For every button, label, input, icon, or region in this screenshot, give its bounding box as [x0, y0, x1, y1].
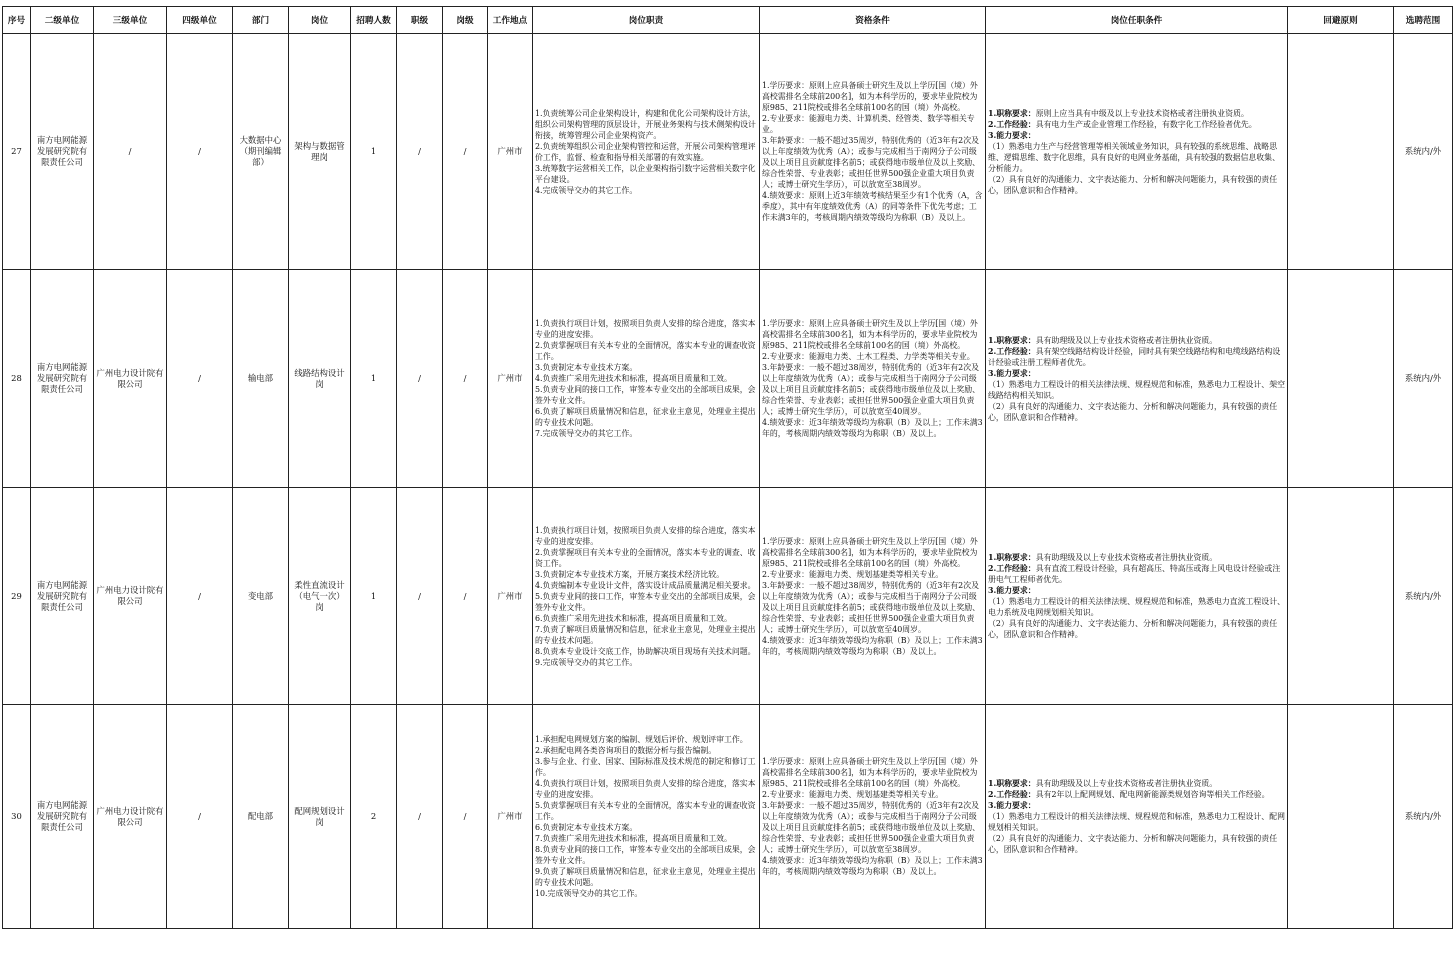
- duty-line: 3.负责制定本专业技术方案，开展方案技术经济比较。: [535, 569, 725, 579]
- condition-line: [988, 401, 1285, 423]
- duty-line: 6.负责推广采用先进技术和标准，提高项目质量和工效。: [535, 613, 732, 623]
- cell-rank: /: [397, 488, 443, 705]
- cell-avoidance: [1288, 270, 1394, 488]
- qual-line: 4.绩效要求：近3年绩效等级均为称职（B）及以上；工作未满3年的，考核周期内绩效等级均为称职（B）及以上。: [762, 418, 983, 438]
- condition-line: [988, 130, 1285, 141]
- cell-duties: [533, 34, 760, 270]
- duty-line: 1.负责统筹公司企业架构设计，构建和优化公司架构设计方法，组织公司架构管理的顶层设计，开展业务架构与技术侧架构设计衔接，统筹管理公司企业架构资产。: [535, 108, 756, 140]
- recruitment-table: [2, 6, 1453, 929]
- cell-dept: 变电部: [233, 488, 289, 705]
- cell-conditions: [986, 705, 1288, 929]
- cell-quals: [760, 34, 986, 270]
- condition-line: [988, 552, 1285, 563]
- header-row: [3, 7, 1453, 34]
- cell-unit3: 广州电力设计院有限公司: [94, 488, 167, 705]
- condition-line: [988, 379, 1285, 401]
- condition-line: [988, 618, 1285, 640]
- condition-line: [988, 563, 1285, 585]
- cell-grade: /: [443, 34, 488, 270]
- condition-text: （2）具有良好的沟通能力、文字表达能力、分析和解决问题能力，具有较强的责任心，团队意识和合作精神。: [988, 834, 1278, 854]
- cell-unit4: /: [167, 488, 233, 705]
- qual-line: 4.绩效要求：近3年绩效等级均为称职（B）及以上；工作未满3年的，考核周期内绩效等级均为称职（B）及以上。: [762, 635, 983, 656]
- condition-text: （1）熟悉电力工程设计的相关法律法规、规程规范和标准，熟悉电力工程设计、配网规划相关知识。: [988, 812, 1285, 832]
- cell-duties: [533, 270, 760, 488]
- cell-avoidance: [1288, 488, 1394, 705]
- qual-line: 3.年龄要求：一般不超过38周岁，特别优秀的（近3年有2次及以上年度绩效为优秀（A）；或参与完成相当于南网分子公司级及以上项目且贡献度排名前5；或获得地市级单位及以上奖励、综合性荣誉、专业表彰；或担任世界500强企业重大项目负责人；或博士研究生学历），可以放宽至40周岁。: [762, 363, 981, 416]
- duty-line: 5.负责专业间的接口工作，审签本专业交出的全部项目成果，会签外专业文件。: [535, 591, 756, 612]
- cell-post: 架构与数据管理岗: [289, 34, 351, 270]
- cell-count: 1: [351, 488, 397, 705]
- condition-text: 具有电力生产或企业管理工作经验，有数字化工作经验者优先。: [1035, 119, 1257, 129]
- qual-line: 2.专业要求：能源电力类、土木工程类、力学类等相关专业。: [762, 352, 975, 361]
- condition-line: [988, 335, 1285, 346]
- cell-rank: /: [397, 270, 443, 488]
- cell-no: 30: [3, 705, 31, 929]
- duty-line: 10.完成领导交办的其它工作。: [535, 889, 643, 898]
- header-cell-place: 工作地点: [488, 7, 533, 34]
- qual-line: 1.学历要求：原则上应具备硕士研究生及以上学历[国（境）外高校需排名全球前300名]，如为本科学历的，要求毕业院校为原985、211院校或排名全球前100名的国（境）外高校。: [762, 319, 978, 350]
- cell-avoidance: [1288, 705, 1394, 929]
- condition-line: [988, 108, 1285, 119]
- condition-text: （2）具有良好的沟通能力、文字表达能力、分析和解决问题能力，具有较强的责任心，团队意识和合作精神。: [988, 619, 1278, 639]
- duty-line: 4.负责推广采用先进技术和标准，提高项目质量和工效。: [535, 374, 732, 383]
- header-cell-dept: 部门: [233, 7, 289, 34]
- cell-post: 柔性直流设计（电气一次）岗: [289, 488, 351, 705]
- header-cell-count: 招聘人数: [351, 7, 397, 34]
- duty-line: 2.负责掌握项目有关本专业的全面情况，落实本专业的调查、收资工作。: [535, 547, 756, 568]
- duty-line: 1.负责执行项目计划，按照项目负责人安排的综合进度，落实本专业的进度安排。: [535, 319, 756, 339]
- cell-no: 28: [3, 270, 31, 488]
- qual-line: 2.专业要求：能源电力类、计算机类、经管类、数学等相关专业。: [762, 114, 975, 134]
- cell-unit2: 南方电网能源发展研究院有限责任公司: [31, 705, 94, 929]
- header-cell-no: 序号: [3, 7, 31, 34]
- cell-unit3: /: [94, 34, 167, 270]
- duty-line: 2.负责掌握项目有关本专业的全面情况，落实本专业的调查收资工作。: [535, 341, 756, 361]
- qual-line: 3.年龄要求：一般不超过35周岁，特别优秀的（近3年有2次及以上年度绩效为优秀（A）；或参与完成相当于南网分子公司级及以上项目且贡献度排名前5；或获得地市级单位及以上奖励、综合性荣誉、专业表彰；或担任世界500强企业重大项目负责人；或博士研究生学历），可以放宽至38周岁。: [762, 801, 981, 854]
- duty-line: 3.参与企业、行业、国家、国际标准及技术规范的制定和修订工作。: [535, 757, 756, 777]
- cell-scope: 系统内/外: [1394, 705, 1453, 929]
- duty-line: 9.完成领导交办的其它工作。: [535, 657, 638, 667]
- cell-post: 线路结构设计岗: [289, 270, 351, 488]
- qual-line: 4.绩效要求：原则上近3年绩效考核结果至少有1个优秀（A，含季度），其中有年度绩效优秀（A）的同等条件下优先考虑；工作未满3年的，考核周期内绩效等级均为称职（B）及以上。: [762, 191, 983, 222]
- qual-line: 2.专业要求：能源电力类、规划基建类等相关专业。: [762, 569, 944, 579]
- duty-line: 3.统筹数字运营相关工作，以企业架构指引数字运营相关数字化平台建设。: [535, 163, 756, 184]
- duty-line: 6.负责了解项目质量情况和信息，征求业主意见，处理业主提出的专业技术问题。: [535, 407, 756, 427]
- duty-line: 5.负责掌握项目有关本专业的全面情况，落实本专业的调查收资工作。: [535, 801, 756, 821]
- cell-grade: /: [443, 705, 488, 929]
- duty-line: 8.负责专业间的接口工作，审签本专业交出的全部项目成果，会签外专业文件。: [535, 845, 756, 865]
- qual-line: 4.绩效要求：近3年绩效等级均为称职（B）及以上；工作未满3年的，考核周期内绩效等级均为称职（B）及以上。: [762, 856, 983, 876]
- cell-grade: /: [443, 270, 488, 488]
- duty-line: 1.负责执行项目计划，按照项目负责人安排的综合进度，落实本专业的进度安排。: [535, 525, 756, 546]
- cell-unit4: /: [167, 270, 233, 488]
- duty-line: 4.负责编制本专业设计文件，落实设计成品质量满足相关要求。: [535, 580, 756, 590]
- condition-label: 1.职称要求：: [988, 335, 1036, 345]
- duty-line: 6.负责制定本专业技术方案。: [535, 823, 638, 832]
- duty-line: 3.负责制定本专业技术方案。: [535, 363, 638, 372]
- table-row: [3, 488, 1453, 705]
- duty-line: 9.负责了解项目质量情况和信息，征求业主意见，处理业主提出的专业技术问题。: [535, 867, 756, 887]
- header-cell-unit3: 三级单位: [94, 7, 167, 34]
- duty-line: 7.完成领导交办的其它工作。: [535, 429, 638, 438]
- cell-place: 广州市: [488, 270, 533, 488]
- condition-line: [988, 141, 1285, 174]
- condition-line: [988, 833, 1285, 855]
- cell-count: 1: [351, 270, 397, 488]
- cell-quals: [760, 705, 986, 929]
- condition-label: 1.职称要求：: [988, 779, 1036, 788]
- cell-unit2: 南方电网能源发展研究院有限责任公司: [31, 270, 94, 488]
- header-cell-avoidance: 回避原则: [1288, 7, 1394, 34]
- header-cell-post: 岗位: [289, 7, 351, 34]
- cell-conditions: [986, 34, 1288, 270]
- condition-line: [988, 346, 1285, 368]
- header-cell-scope: 选聘范围: [1394, 7, 1453, 34]
- condition-text: 具有架空线路结构设计经验，同时具有架空线路结构和电缆线路结构设计经验或注册工程师者优先。: [988, 346, 1281, 367]
- cell-quals: [760, 270, 986, 488]
- cell-unit3: 广州电力设计院有限公司: [94, 270, 167, 488]
- cell-place: 广州市: [488, 34, 533, 270]
- duty-line: 2.承担配电网各类咨询项目的数据分析与报告编制。: [535, 746, 717, 755]
- qual-line: 1.学历要求：原则上应具备硕士研究生及以上学历[国（境）外高校需排名全球前300名]，如为本科学历的，要求毕业院校为原985、211院校或排名全球前100名的国（境）外高校。: [762, 536, 978, 568]
- condition-text: （1）熟悉电力生产与经营管理等相关领域业务知识，具有较强的系统思维、战略思维、逻辑思维、数字化思维，具有良好的电网业务基础，具有较强的数据信息收集、分析能力。: [988, 141, 1280, 173]
- cell-unit4: /: [167, 705, 233, 929]
- condition-line: [988, 800, 1285, 811]
- condition-text: 具有直流工程设计经验，具有超高压、特高压或海上风电设计经验或注册电气工程师者优先。: [988, 564, 1281, 584]
- cell-no: 27: [3, 34, 31, 270]
- cell-place: 广州市: [488, 488, 533, 705]
- cell-conditions: [986, 270, 1288, 488]
- cell-unit2: 南方电网能源发展研究院有限责任公司: [31, 34, 94, 270]
- table-row: [3, 270, 1453, 488]
- condition-text: （2）具有良好的沟通能力、文字表达能力、分析和解决问题能力，具有较强的责任心，团队意识和合作精神。: [988, 401, 1278, 422]
- condition-text: （1）熟悉电力工程设计的相关法律法规、规程规范和标准，熟悉电力直流工程设计、电力系统及电网规划相关知识。: [988, 597, 1285, 617]
- condition-label: 2.工作经验：: [988, 346, 1036, 356]
- condition-text: 具有助理级及以上专业技术资格或者注册执业资质。: [1035, 779, 1218, 788]
- condition-text: 原则上应当具有中级及以上专业技术资格或者注册执业资质。: [1035, 108, 1249, 118]
- cell-dept: 配电部: [233, 705, 289, 929]
- header-cell-grade: 岗级: [443, 7, 488, 34]
- condition-text: 具有助理级及以上专业技术资格或者注册执业资质。: [1035, 553, 1218, 562]
- cell-post: 配网规划设计岗: [289, 705, 351, 929]
- cell-scope: 系统内/外: [1394, 270, 1453, 488]
- cell-dept: 输电部: [233, 270, 289, 488]
- qual-line: 3.年龄要求：一般不超过35周岁，特别优秀的（近3年有2次及以上年度绩效为优秀（A）；或参与完成相当于南网分子公司级及以上项目且贡献度排名前5；或获得地市级单位及以上奖励、综合性荣誉、专业表彰；或担任世界500强企业重大项目负责人；或博士研究生学历），可以放宽至38周岁。: [762, 136, 981, 189]
- duty-line: 4.负责执行项目计划，按照项目负责人安排的综合进度，落实本专业的进度安排。: [535, 779, 756, 799]
- qual-line: 2.专业要求：能源电力类、规划基建类等相关专业。: [762, 790, 944, 799]
- condition-label: 3.能力要求：: [988, 368, 1036, 378]
- qual-line: 3.年龄要求：一般不超过38周岁，特别优秀的（近3年有2次及以上年度绩效为优秀（A）；或参与完成相当于南网分子公司级及以上项目且贡献度排名前5；或获得地市级单位及以上奖励、综合性荣誉、专业表彰；或担任世界500强企业重大项目负责人；或博士研究生学历），可以放宽至40周岁。: [762, 580, 981, 634]
- condition-line: [988, 778, 1285, 789]
- condition-label: 2.工作经验：: [988, 790, 1036, 799]
- cell-scope: 系统内/外: [1394, 34, 1453, 270]
- duty-line: 4.完成领导交办的其它工作。: [535, 185, 638, 195]
- cell-conditions: [986, 488, 1288, 705]
- condition-line: [988, 811, 1285, 833]
- header-cell-duties: 岗位职责: [533, 7, 760, 34]
- cell-rank: /: [397, 34, 443, 270]
- cell-dept: 大数据中心（期刊编辑部）: [233, 34, 289, 270]
- cell-avoidance: [1288, 34, 1394, 270]
- cell-grade: /: [443, 488, 488, 705]
- cell-no: 29: [3, 488, 31, 705]
- duty-line: 7.负责推广采用先进技术和标准，提高项目质量和工效。: [535, 834, 732, 843]
- condition-line: [988, 789, 1285, 800]
- cell-unit2: 南方电网能源发展研究院有限责任公司: [31, 488, 94, 705]
- cell-duties: [533, 705, 760, 929]
- condition-text: 具有2年以上配网规划、配电网新能源类规划咨询等相关工作经验。: [1035, 790, 1270, 799]
- header-cell-unit2: 二级单位: [31, 7, 94, 34]
- cell-unit3: 广州电力设计院有限公司: [94, 705, 167, 929]
- condition-line: [988, 368, 1285, 379]
- duty-line: 8.负责本专业设计交底工作，协助解决项目现场有关技术问题。: [535, 646, 756, 656]
- header-cell-conditions: 岗位任职条件: [986, 7, 1288, 34]
- condition-line: [988, 119, 1285, 130]
- condition-label: 1.职称要求：: [988, 108, 1036, 118]
- cell-duties: [533, 488, 760, 705]
- qual-line: 1.学历要求：原则上应具备硕士研究生及以上学历[国（境）外高校需排名全球前200名]，如为本科学历的，要求毕业院校为原985、211院校或排名全球前100名的国（境）外高校。: [762, 81, 978, 112]
- cell-scope: 系统内/外: [1394, 488, 1453, 705]
- cell-place: 广州市: [488, 705, 533, 929]
- condition-label: 3.能力要求：: [988, 801, 1036, 810]
- condition-label: 1.职称要求：: [988, 553, 1036, 562]
- condition-label: 2.工作经验：: [988, 119, 1036, 129]
- condition-label: 3.能力要求：: [988, 586, 1036, 595]
- condition-text: 具有助理级及以上专业技术资格或者注册执业资质。: [1035, 335, 1218, 345]
- condition-text: （1）熟悉电力工程设计的相关法律法规、规程规范和标准，熟悉电力工程设计、架空线路结构相关知识。: [988, 379, 1285, 400]
- table-row: [3, 705, 1453, 929]
- header-cell-quals: 资格条件: [760, 7, 986, 34]
- condition-label: 3.能力要求：: [988, 130, 1036, 140]
- duty-line: 1.承担配电网规划方案的编制、规划后评价、规划评审工作。: [535, 735, 748, 744]
- condition-line: [988, 585, 1285, 596]
- condition-label: 2.工作经验：: [988, 564, 1036, 573]
- duty-line: 2.负责统筹组织公司企业架构管控和运营，开展公司架构管理评价工作，监督、检查和指导相关部署的有效实施。: [535, 141, 756, 162]
- table-row: [3, 34, 1453, 270]
- cell-unit4: /: [167, 34, 233, 270]
- duty-line: 7.负责了解项目质量情况和信息，征求业主意见，处理业主提出的专业技术问题。: [535, 624, 756, 645]
- condition-line: [988, 596, 1285, 618]
- qual-line: 1.学历要求：原则上应具备硕士研究生及以上学历[国（境）外高校需排名全球前300名]，如为本科学历的，要求毕业院校为原985、211院校或排名全球前100名的国（境）外高校。: [762, 757, 978, 788]
- header-cell-rank: 职级: [397, 7, 443, 34]
- cell-quals: [760, 488, 986, 705]
- condition-text: （2）具有良好的沟通能力、文字表达能力、分析和解决问题能力，具有较强的责任心，团队意识和合作精神。: [988, 174, 1278, 195]
- condition-line: [988, 174, 1285, 196]
- duty-line: 5.负责专业间的接口工作，审签本专业交出的全部项目成果，会签外专业文件。: [535, 385, 756, 405]
- cell-count: 1: [351, 34, 397, 270]
- header-cell-unit4: 四级单位: [167, 7, 233, 34]
- cell-rank: /: [397, 705, 443, 929]
- cell-count: 2: [351, 705, 397, 929]
